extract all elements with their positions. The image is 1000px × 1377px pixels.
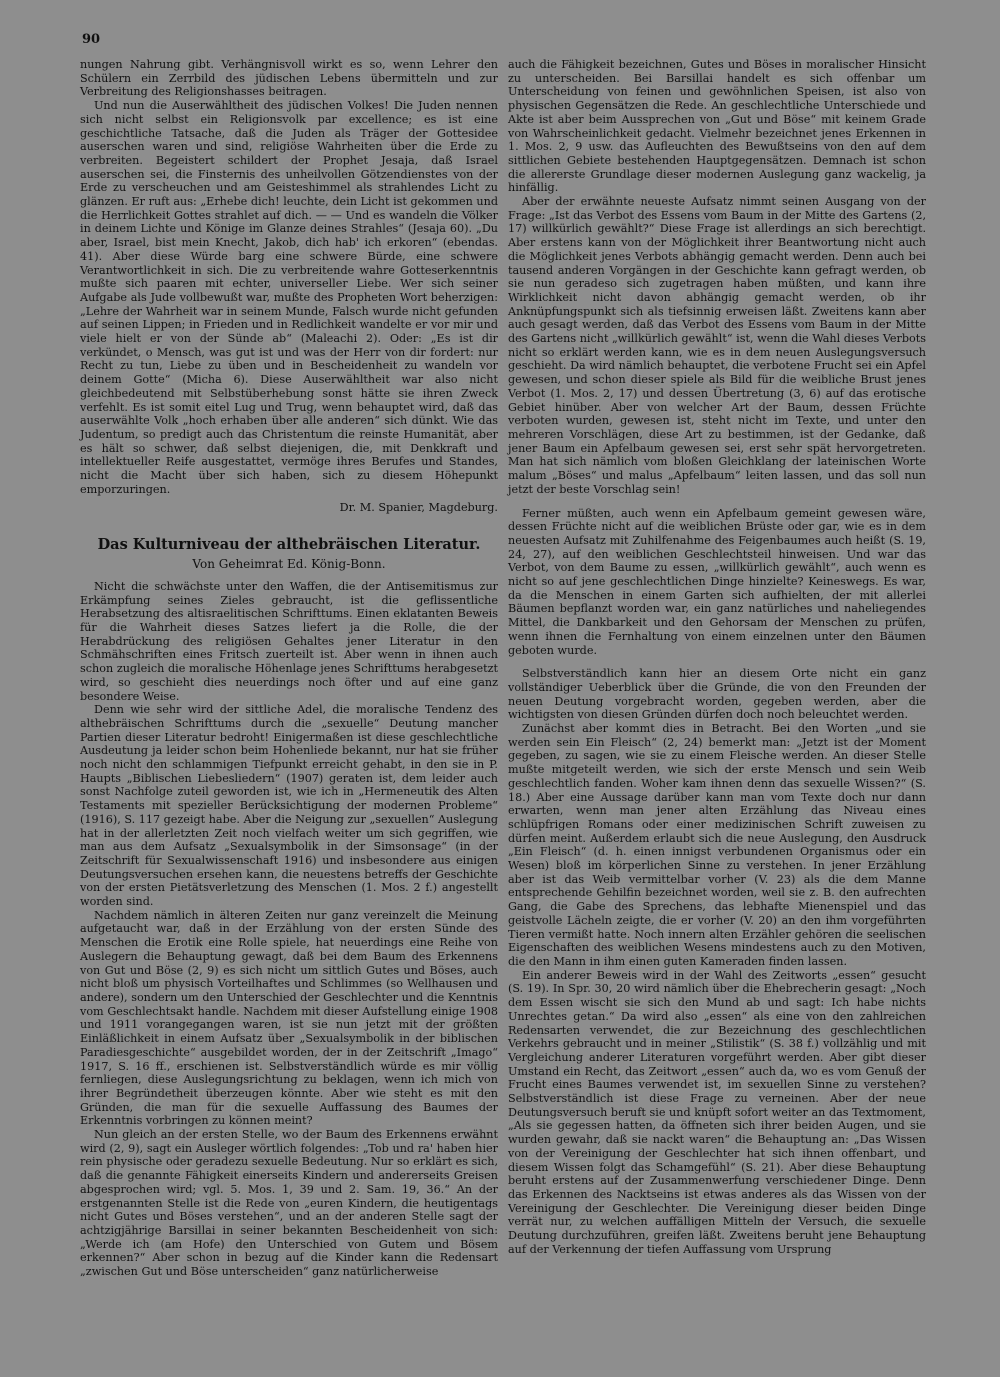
article-paragraph: Aber der erwähnte neueste Aufsatz nimmt seinen Ausgang von der Frage: „Ist das Verbot des Essens vom Baum in der Mitte des Gartens (2, 17) willkürlich gewählt?“ Diese Frage ist allerdings an sich berechtigt. Aber erstens kann von der Möglichkeit ihrer Beantwortung nicht auch die Möglichkeit jenes Verbots abhängig gemacht werden. Denn auch bei tausend anderen Vorgängen in der Geschichte kann gefragt werden, ob sie nun geradeso sich zugetragen haben müßten, und kann ihre Wirklichkeit nicht davon abhängig gemacht werden, ob ihr Anknüpfungspunkt sich als tiefsinnig erweisen läßt. Zweitens kann aber auch gesagt werden, daß das Verbot des Essens vom Baum in der Mitte des Gartens nicht „willkürlich gewählt“ ist, wenn die Wahl dieses Verbots nicht so erklärt werden kann, wie es in dem neuen Auslegungsversuch geschieht. Da wird nämlich behauptet, die verbotene Frucht sei ein Apfel gewesen, und schon dieser spiele als Bild für die weibliche Brust jenes Verbot (1. Mos. 2, 17) und dessen Übertretung (3, 6) auf das erotische Gebiet hinüber. Aber von welcher Art der Baum, dessen Früchte verboten wurden, gewesen ist, steht nicht im Texte, und unter den mehreren Vorschlägen, diese Art zu bestimmen, ist der Gedanke, daß jener Baum ein Apfelbaum gewesen sei, erst sehr spät hervorgetreten. Man hat sich nämlich vom bloßen Gleichklang der lateinischen Worte malum „Böses“ und malus „Apfelbaum“ leiten lassen, und das soll nun jetzt der beste Vorschlag sein!	[508, 195, 926, 496]
article-continuation-paragraph: auch die Fähigkeit bezeichnen, Gutes und Böses in moralischer Hinsicht zu unterscheiden. Bei Barsillai handelt es sich offenbar um Unterscheidung von feinen und gewöhnlichen Speisen, ist also von physischen Gegensätzen die Rede. An geschlechtliche Unterschiede und Akte ist aber beim Aussprechen von „Gut und Böse“ mit keinem Grade von Wahrscheinlichkeit gedacht. Vielmehr bezeichnet jenes Erkennen in 1. Mos. 2, 9 usw. das Aufleuchten des Bewußtseins von den auf dem sittlichen Gebiete bestehenden Hauptgegensätzen. Demnach ist schon die allererste Grundlage dieser modernen Auslegung ganz wackelig, ja hinfällig.	[508, 58, 926, 195]
left-column	[80, 58, 498, 1279]
article-byline: Von Geheimrat Ed. König-Bonn.	[192, 557, 386, 572]
article-paragraph: Nicht die schwächste unter den Waffen, die der Antisemitismus zur Erkämpfung seines Zieles gebraucht, ist die geflissentliche Herabsetzung des altisraelitischen Schrifttums. Einen eklatanten Beweis für die Wahrheit dieses Satzes liefert ja die Rolle, die der Herabdrückung des religiösen Gehaltes jener Literatur in den Schmähschriften eines Fritsch zuerteilt ist. Aber wenn in ihnen auch schon zugleich die moralische Höhenlage jenes Schrifttums herabgesetzt wird, so geschieht dies neuerdings noch öfter und auf eine ganz besondere Weise.	[80, 579, 498, 703]
page-number: 90	[82, 32, 101, 47]
article-paragraph: Nachdem nämlich in älteren Zeiten nur ganz vereinzelt die Meinung aufgetaucht war, daß in der Erzählung von der ersten Sünde des Menschen die Erotik eine Rolle spiele, hat neuerdings eine Reihe von Auslegern die Behauptung gewagt, daß bei dem Baum des Erkennens von Gut und Böse (2, 9) es sich nicht um sittlich Gutes und Böses, auch nicht bloß um physisch Vorteilhaftes und Schlimmes (so Wellhausen und andere), sondern um den Unterschied der Geschlechter und die Kenntnis vom Geschlechtsakt handle. Nachdem mit dieser Aufstellung einige 1908 und 1911 vorangegangen waren, ist sie nun jetzt mit der größten Einläßlichkeit in einem Aufsatz über „Sexualsymbolik in der biblischen Paradiesgeschichte“ ausgebildet worden, der in der Zeitschrift „Imago“ 1917, S. 16 ff., erschienen ist. Selbstverständlich würde es mir völlig fernliegen, diese Auslegungsrichtung zu beklagen, wenn ich mich von ihrer Begründetheit überzeugen könnte. Aber wie steht es mit den Gründen, die man für die sexuelle Auffassung des Baumes der Erkenntnis vorbringen zu können meint?	[80, 908, 498, 1128]
article-paragraph: Zunächst aber kommt dies in Betracht. Bei den Worten „und sie werden sein Ein Fleisch“ (2, 24) bemerkt man: „Jetzt ist der Moment gegeben, zu sagen, wie sie zu einem Fleische werden. An dieser Stelle mußte mitgeteilt werden, wie sich der erste Mensch und sein Weib geschlechtlich fanden. Woher kam ihnen denn das sexuelle Wissen?“ (S. 18.) Aber eine Aussage darüber kann man vom Texte doch nur dann erwarten, wenn man jener alten Erzählung das Niveau eines schlüpfrigen Romans oder einer medizinischen Schrift zuweisen zu dürfen meint. Außerdem erlaubt sich die neue Auslegung, den Ausdruck „Ein Fleisch“ (d. h. einen innigst verbundenen Organismus oder ein Wesen) bloß im körperlichen Sinne zu verstehen. In jener Erzählung aber ist das Weib vermittelbar vorher (V. 23) als die dem Manne entsprechende Gehilfin bezeichnet worden, weil sie z. B. den aufrechten Gang, die Gabe des Sprechens, das lebhafte Mienenspiel und das geistvolle Lächeln zeigte, die er vorher (V. 20) an den ihm vorgeführten Tieren vermißt hatte. Noch innern alten Erzähler gehören die seelischen Eigenschaften des weiblichen Wesens mindestens auch zu den Motiven, die den Mann in ihm einen guten Kameraden finden lassen.	[508, 722, 926, 968]
article-paragraph: Selbstverständlich kann hier an diesem Orte nicht ein ganz vollständiger Ueberblick über die Gründe, die von den Freunden der neuen Deutung vorgebracht worden, gegeben werden, aber die wichtigsten von diesen Gründen dürfen doch noch beleuchtet werden.	[508, 667, 926, 722]
article-heading: Das Kulturniveau der althebräischen Literatur.	[97, 536, 481, 554]
article-paragraph: Ein anderer Beweis wird in der Wahl des Zeitworts „essen“ gesucht (S. 19). In Spr. 30, 20 wird nämlich über die Ehebrecherin gesagt: „Noch dem Essen wischt sie sich den Mund ab und sagt: Ich habe nichts Unrechtes getan.“ Da wird also „essen“ als eine von den zahlreichen Redensarten verwendet, die zur Bezeichnung des geschlechtlichen Verkehrs gebraucht und in meiner „Stilistik“ (S. 38 f.) vollzählig und mit Vergleichung anderer Literaturen vorgeführt werden. Aber gibt dieser Umstand ein Recht, das Zeitwort „essen“ auch da, wo es vom Genuß der Frucht eines Baumes verwendet ist, im sexuellen Sinne zu verstehen? Selbstverständlich ist diese Frage zu verneinen. Aber der neue Deutungsversuch beruft sie und knüpft sofort weiter an das Textmoment, „Als sie gegessen hatten, da öffneten sich ihrer beiden Augen, und sie wurden gewahr, daß sie nackt waren“ die Behauptung an: „Das Wissen von der Vereinigung der Geschlechter hat sich ihnen offenbart, und diesem Wissen folgt das Schamgefühl“ (S. 21). Aber diese Behauptung beruht erstens auf der Zusammenwerfung verschiedener Dinge. Denn das Erkennen des Nacktseins ist etwas anderes als das Wissen von der Vereinigung der Geschlechter. Die Vereinigung dieser beiden Dinge verrät nur, zu welchen auffälligen Mitteln der Versuch, die sexuelle Deutung durchzuführen, greifen läßt. Zweitens beruht jene Behauptung auf der Verkennung der tiefen Auffassung vom Ursprung	[508, 968, 926, 1256]
paragraph-gap	[508, 497, 926, 507]
author-signature: Dr. M. Spanier, Magdeburg.	[339, 500, 498, 514]
article-continuation-paragraph: nungen Nahrung gibt. Verhängnisvoll wirkt es so, wenn Lehrer den Schülern ein Zerrbild des jüdischen Lebens übermitteln und zur Verbreitung des Religionshasses beitragen.	[80, 58, 498, 99]
article-paragraph: Denn wie sehr wird der sittliche Adel, die moralische Tendenz des althebräischen Schrifttums durch die „sexuelle“ Deutung mancher Partien dieser Literatur bedroht! Einigermaßen ist diese geschlechtliche Ausdeutung ja leider schon beim Hohenliede bekannt, nur hat sie früher noch nicht den schlammigen Tiefpunkt erreicht gehabt, in den sie in P. Haupts „Biblischen Liebesliedern“ (1907) geraten ist, dem leider auch sonst Nachfolge zuteil geworden ist, wie ich in „Hermeneutik des Alten Testaments mit spezieller Berücksichtigung der modernen Probleme“ (1916), S. 117 gezeigt habe. Aber die Neigung zur „sexuellen“ Auslegung hat in der allerletzten Zeit noch vielfach weiter um sich gegriffen, wie man aus dem Aufsatz „Sexualsymbolik in der Simsonsage“ (in der Zeitschrift für Sexualwissenschaft 1916) und insbesondere aus einigen Deutungsversuchen ersehen kann, die neuestens betreffs der Geschichte von der ersten Pietätsverletzung des Menschen (1. Mos. 2 f.) angestellt worden sind.	[80, 703, 498, 909]
paragraph-gap	[508, 657, 926, 667]
article-paragraph: Nun gleich an der ersten Stelle, wo der Baum des Erkennens erwähnt wird (2, 9), sagt ein Ausleger wörtlich folgendes: „Tob und ra' haben hier rein physische oder geradezu sexuelle Bedeutung. Nur so erklärt es sich, daß die genannte Fähigkeit einerseits Kindern und andererseits Greisen abgesprochen wird; vgl. 5. Mos. 1, 39 und 2. Sam. 19, 36.“ An der erstgenannten Stelle ist die Rede von „euren Kindern, die heutigentags nicht Gutes und Böses verstehen“, und an der anderen Stelle sagt der achtzigjährige Barsillai in seiner bekannten Bescheidenheit von sich: „Werde ich (am Hofe) den Unterschied von Gutem und Bösem erkennen?“ Aber schon in bezug auf die Kinder kann die Redensart „zwischen Gut und Böse unterscheiden“ ganz natürlicherweise	[80, 1128, 498, 1279]
article-paragraph: Und nun die Auserwähltheit des jüdischen Volkes! Die Juden nennen sich nicht selbst ein Religionsvolk par excellence; es ist eine geschichtliche Tatsache, daß die Juden als Träger der Gottesidee auserschen waren und sind, religiöse Wahrheiten über die Erde zu verbreiten. Begeistert schildert der Prophet Jesaja, daß Israel auserschen sei, die Finsternis des unheilvollen Götzendienstes von der Erde zu verscheuchen und am Geisteshimmel als strahlendes Licht zu glänzen. Er ruft aus: „Erhebe dich! leuchte, dein Licht ist gekommen und die Herrlichkeit Gottes strahlet auf dich. — — Und es wandeln die Völker in deinem Lichte und Könige im Glanze deines Strahles“ (Jesaja 60). „Du aber, Israel, bist mein Knecht, Jakob, dich hab' ich erkoren“ (ebendas. 41). Aber diese Würde barg eine schwere Bürde, eine schwere Verantwortlichkeit in sich. Die zu verbreitende wahre Gotteserkenntnis mußte sich paaren mit echter, universeller Liebe. Wer sich seiner Aufgabe als Jude vollbewußt war, mußte des Propheten Wort beherzigen: „Lehre der Wahrheit war in seinem Munde, Falsch wurde nicht gefunden auf seinen Lippen; in Frieden und in Redlichkeit wandelte er vor mir und viele hielt er von der Sünde ab“ (Maleachi 2). Oder: „Es ist dir verkündet, o Mensch, was gut ist und was der Herr von dir fordert: nur Recht zu tun, Liebe zu üben und in Bescheidenheit zu wandeln vor deinem Gotte“ (Micha 6). Diese Auserwähltheit war also nicht gleichbedeutend mit Selbstüberhebung sonst hätte sie ihren Zweck verfehlt. Es ist somit eitel Lug und Trug, wenn behauptet wird, daß das auserwählte Volk „hoch erhaben über alle anderen“ sich dünkt. Wie das Judentum, so predigt auch das Christentum die reinste Humanität, aber es hält so schwer, daß selbst diejenigen, die, mit Denkkraft und intellektueller Reife ausgestattet, vermöge ihres Berufes und Standes, nicht die Macht über sich haben, sich zu diesem Höhepunkt emporzuringen.	[80, 99, 498, 496]
right-column	[508, 58, 926, 1256]
article-paragraph: Ferner müßten, auch wenn ein Apfelbaum gemeint gewesen wäre, dessen Früchte nicht auf die weiblichen Brüste oder gar, wie es in dem neuesten Aufsatz mit Zuhilfenahme des Feigenbaumes auch heißt (S. 19, 24, 27), auf den weiblichen Geschlechtsteil hinweisen. Und war das Verbot, von dem Baume zu essen, „willkürlich gewählt“, auch wenn es nicht so auf jene geschlechtlichen Dinge hinzielte? Keineswegs. Es war, da die Menschen in einem Garten sich aufhielten, der mit allerlei Bäumen bepflanzt worden war, ein ganz natürliches und naheliegendes Mittel, die Dankbarkeit und den Gehorsam der Menschen zu prüfen, wenn ihnen die Fernhaltung von einem einzelnen unter den Bäumen geboten wurde.	[508, 506, 926, 657]
